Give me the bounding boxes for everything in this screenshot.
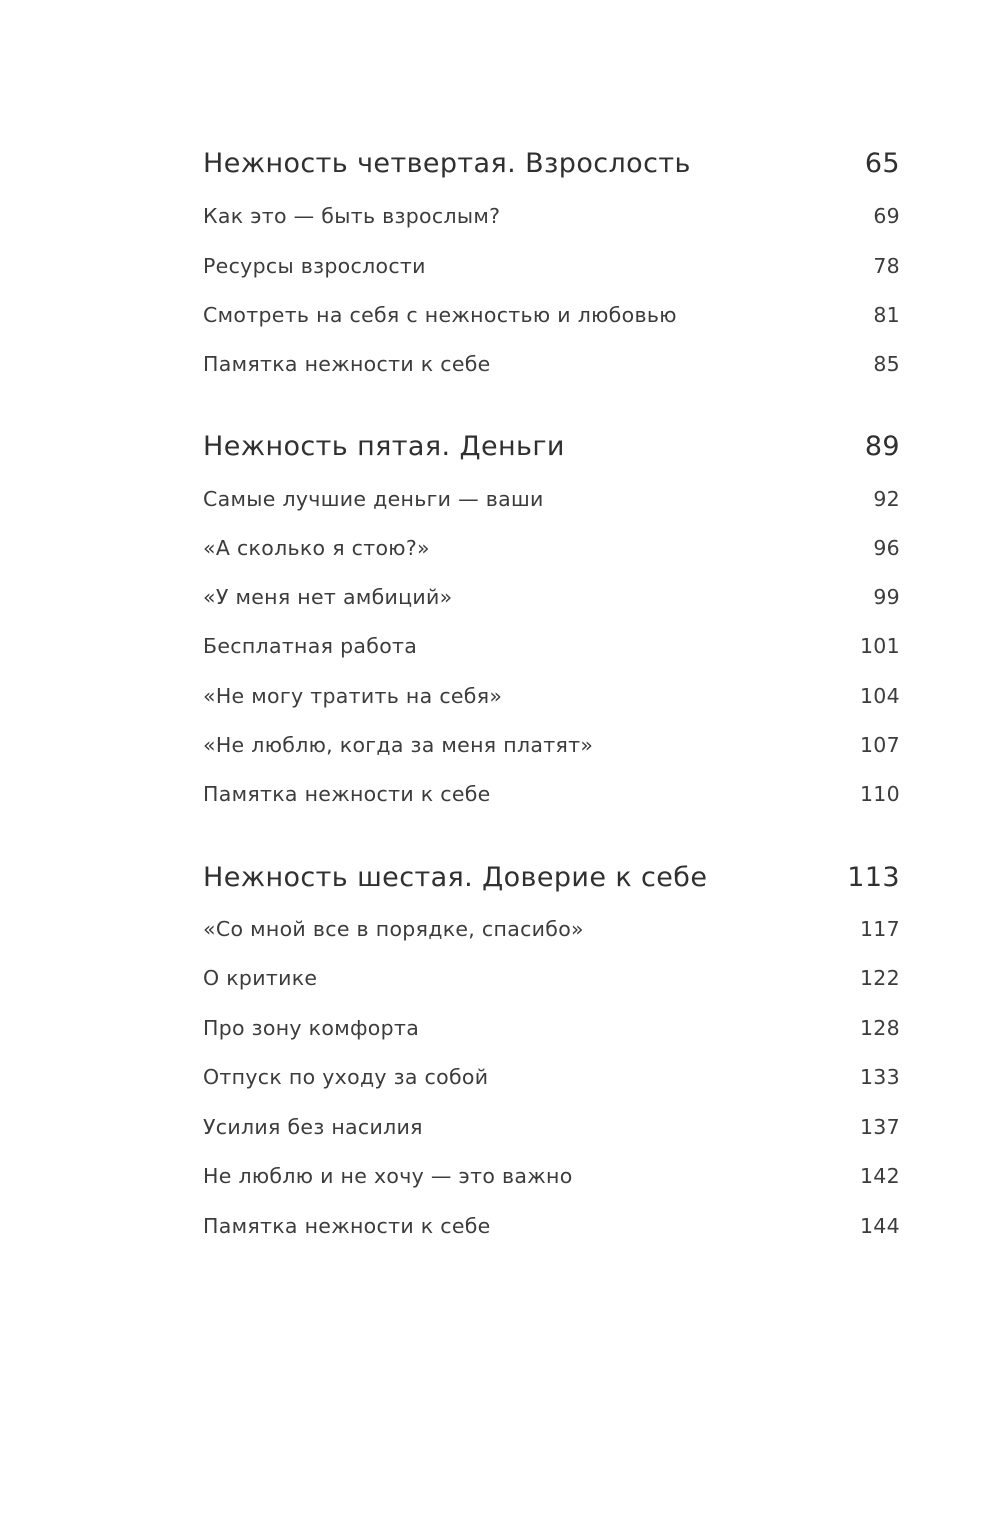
toc-entry: [203, 585, 900, 609]
toc-entry: [203, 1016, 900, 1040]
entry-page-number: 128: [859, 1016, 900, 1040]
entry-page-number: 122: [859, 966, 900, 990]
entry-page-number: 81: [873, 303, 900, 327]
entry-title: Не люблю и не хочу — это важно: [203, 1164, 573, 1188]
entry-title: Усилия без насилия: [203, 1115, 423, 1139]
entry-title: «Не могу тратить на себя»: [203, 684, 503, 708]
chapter-heading: [203, 431, 900, 462]
toc-entry: [203, 1164, 900, 1188]
toc-entry: [203, 733, 900, 757]
chapter-title: Нежность пятая. Деньги: [203, 431, 565, 462]
entry-title: «У меня нет амбиций»: [203, 585, 453, 609]
entry-page-number: 142: [859, 1164, 900, 1188]
toc-entry: [203, 966, 900, 990]
entry-page-number: 117: [859, 917, 900, 941]
chapter-page-number: 65: [864, 148, 900, 179]
entry-title: О критике: [203, 966, 318, 990]
entry-title: Бесплатная работа: [203, 634, 418, 658]
entry-page-number: 92: [873, 487, 900, 511]
entry-page-number: 104: [859, 684, 900, 708]
toc-entry: [203, 917, 900, 941]
chapter-heading: [203, 148, 900, 179]
entry-title: Отпуск по уходу за собой: [203, 1065, 489, 1089]
toc-entry: [203, 634, 900, 658]
entry-page-number: 110: [859, 782, 900, 806]
entry-page-number: 137: [859, 1115, 900, 1139]
entry-page-number: 96: [873, 536, 900, 560]
entry-title: Памятка нежности к себе: [203, 1214, 491, 1238]
toc-entry: [203, 1214, 900, 1238]
toc-entry: [203, 782, 900, 806]
entry-title: Ресурсы взрослости: [203, 254, 426, 278]
toc-entry: [203, 487, 900, 511]
entry-title: Памятка нежности к себе: [203, 782, 491, 806]
toc-entry: [203, 684, 900, 708]
entry-title: «А сколько я стою?»: [203, 536, 430, 560]
entry-page-number: 99: [873, 585, 900, 609]
entry-page-number: 133: [859, 1065, 900, 1089]
chapter-title: Нежность четвертая. Взрослость: [203, 148, 691, 179]
toc-entry: [203, 254, 900, 278]
toc-entry: [203, 536, 900, 560]
entry-page-number: 78: [873, 254, 900, 278]
entry-title: Про зону комфорта: [203, 1016, 420, 1040]
entry-page-number: 144: [859, 1214, 900, 1238]
chapter-page-number: 113: [847, 862, 900, 893]
toc-entry: [203, 1115, 900, 1139]
entry-title: Памятка нежности к себе: [203, 352, 491, 376]
chapter-heading: [203, 862, 900, 893]
entry-title: Самые лучшие деньги — ваши: [203, 487, 544, 511]
toc-entry: [203, 204, 900, 228]
entry-page-number: 101: [859, 634, 900, 658]
entry-title: «Не люблю, когда за меня платят»: [203, 733, 594, 757]
entry-page-number: 85: [873, 352, 900, 376]
toc-entry: [203, 1065, 900, 1089]
entry-title: Как это — быть взрослым?: [203, 204, 501, 228]
entry-page-number: 69: [873, 204, 900, 228]
entry-title: «Со мной все в порядке, спасибо»: [203, 917, 584, 941]
toc-entry: [203, 352, 900, 376]
toc-entry: [203, 303, 900, 327]
entry-page-number: 107: [859, 733, 900, 757]
chapter-page-number: 89: [864, 431, 900, 462]
chapter-title: Нежность шестая. Доверие к себе: [203, 862, 708, 893]
entry-title: Смотреть на себя с нежностью и любовью: [203, 303, 677, 327]
